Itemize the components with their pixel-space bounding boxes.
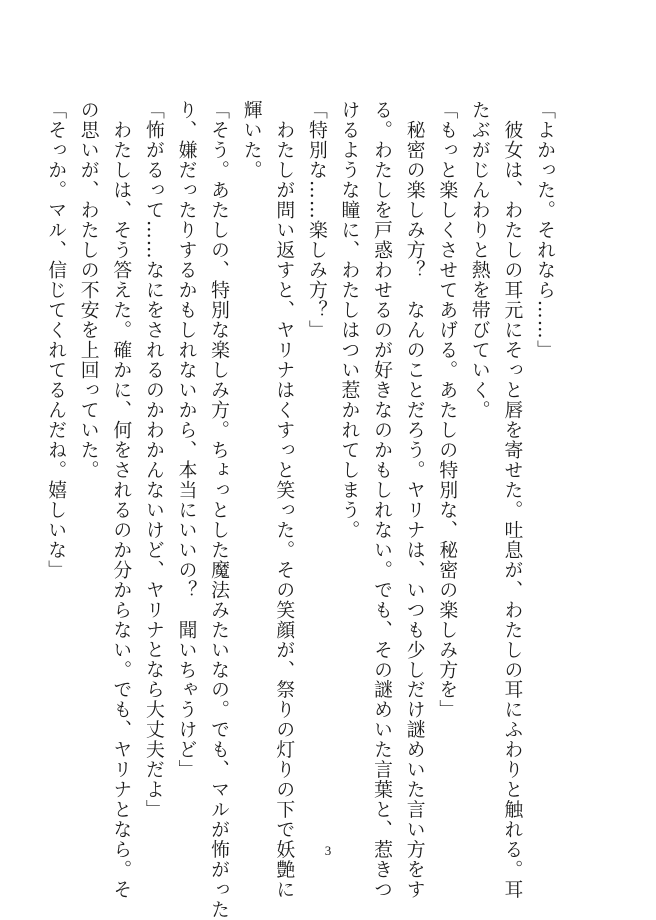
- text-line: 「よかった。それなら……」: [534, 100, 555, 360]
- text-line: 「そう。あたしの、特別な楽しみ方。ちょっとした魔法みたいなの。でも、マルが怖がった: [208, 100, 230, 920]
- text-line: 「もっと楽しくさせてあげる。あたしの特別な、秘密の楽しみ方を」: [436, 100, 458, 720]
- text-line: 「怖がるって……なにをされるのかわかんないけど、ヤリナとなら大丈夫だよ」: [142, 100, 164, 820]
- text-line: けるような瞳に、わたしはつい惹かれてしまう。: [338, 100, 360, 540]
- text-line: 秘密の楽しみ方？ なんのことだろう。ヤリナは、いつも少しだけ謎めいた言い方をす: [403, 100, 425, 900]
- text-line: たぶがじんわりと熱を帯びていく。: [468, 100, 490, 420]
- text-line: る。わたしを戸惑わせるのが好きなのかもしれない。でも、その謎めいた言葉と、惹きつ: [371, 100, 393, 900]
- text-line: 「そっか。マル、信じてくれてるんだね。嬉しいな」: [45, 100, 67, 580]
- text-line: わたしは、そう答えた。確かに、何をされるのか分からない。でも、ヤリナとなら。そ: [110, 100, 132, 900]
- text-line: り、嫌だったりするかもしれないから、本当にいいの？ 聞いちゃうけど」: [175, 100, 197, 780]
- text-line: 輝いた。: [240, 100, 262, 180]
- text-line: の思いが、わたしの不安を上回っていた。: [77, 100, 99, 480]
- vertical-text-body: [45, 100, 560, 920]
- text-line: わたしが問い返すと、ヤリナはくすっと笑った。その笑顔が、祭りの灯りの下で妖艶に: [273, 100, 295, 900]
- page-number: 3: [324, 843, 332, 858]
- text-line: 「特別な……楽しみ方？」: [305, 100, 327, 340]
- text-line: 彼女は、わたしの耳元にそっと唇を寄せた。吐息が、わたしの耳にふわりと触れる。耳: [501, 100, 523, 900]
